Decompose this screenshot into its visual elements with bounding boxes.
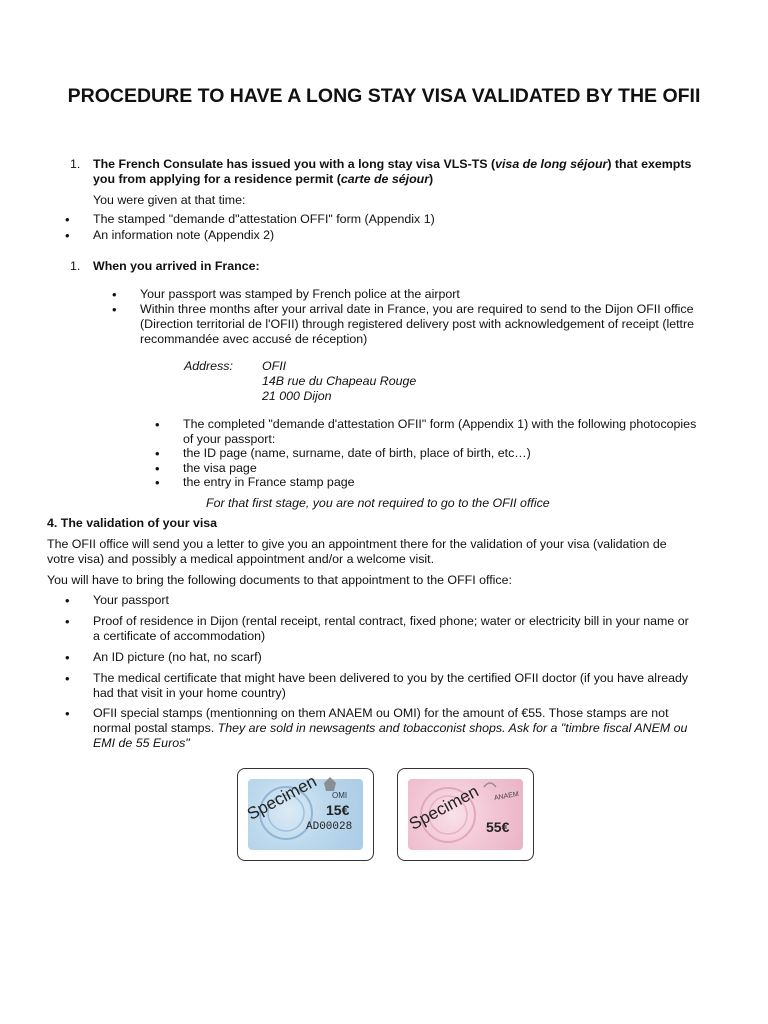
list-item: • The completed "demande d'attestation OFII" form (Appendix 1) with the following photocopies of your passport: <box>183 417 743 447</box>
section4-paragraph: The OFII office will send you a letter to give you an appointment there for the validation of your visa (validation de votre visa) and possibly a medical appointment and/or a welcome visit. <box>47 537 667 566</box>
section4-intro: You will have to bring the following documents to that appointment to the OFFI office: <box>47 573 512 587</box>
list-item: • Proof of residence in Dijon (rental receipt, rental contract, fixed phone; water or electricity bill in your name or a certificate of accommodation) <box>93 614 733 644</box>
list-item: • the visa page <box>183 461 257 476</box>
given-text: You were given at that time: <box>93 193 246 207</box>
specimen-label: Specimen <box>406 781 482 834</box>
address-label: Address: <box>184 359 233 373</box>
list-item: • OFII special stamps (mentionning on them ANAEM ou OMI) for the amount of €55. Those stamps are not normal postal stamps. They are sold in newsagents and tobacconist shops. Ask for a "timbre fiscal ANEM ou EMI de 55 Euros" <box>93 706 733 751</box>
stamp-serial: AD00028 <box>306 821 353 833</box>
list-item: • the ID page (name, surname, date of birth, place of birth, etc…) <box>183 446 531 461</box>
list-item: • the entry in France stamp page <box>183 475 355 490</box>
section2-heading: When you arrived in France: <box>93 259 260 273</box>
list-item: • Your passport <box>93 593 169 608</box>
list-item: • An ID picture (no hat, no scarf) <box>93 650 262 665</box>
list-item: • The medical certificate that might have been delivered to you by the certified OFII doctor (if you have already had that visit in your home country) <box>93 671 733 701</box>
page-title: PROCEDURE TO HAVE A LONG STAY VISA VALIDATED BY THE OFII <box>67 85 701 107</box>
section1-number: 1. <box>70 157 81 171</box>
address-block: OFII 14B rue du Chapeau Rouge 21 000 Dijon <box>262 359 417 403</box>
section2-number: 1. <box>70 259 81 273</box>
section4-heading: 4. The validation of your visa <box>47 516 218 530</box>
stamp-value: 15€ <box>326 802 350 818</box>
list-item: • Your passport was stamped by French police at the airport <box>140 287 460 302</box>
note-text: For that first stage, you are not required to go to the OFII office <box>206 496 550 510</box>
stamp-value: 55€ <box>486 819 510 835</box>
specimen-label: Specimen <box>244 771 320 824</box>
anaem-stamp-55 <box>397 768 534 861</box>
stamp-agency: OMI <box>332 791 348 800</box>
section1-heading: The French Consulate has issued you with a long stay visa VLS-TS (visa de long séjour) that exempts you from applying for a residence permit (carte de séjour) <box>93 157 692 186</box>
ofii-stamp-15 <box>237 768 374 861</box>
list-item: • An information note (Appendix 2) <box>93 228 274 243</box>
list-item: • The stamped "demande d"attestation OFFI" form (Appendix 1) <box>93 212 435 227</box>
list-item: • Within three months after your arrival date in France, you are required to send to the Dijon OFII office (Direction territorial de l'OFII) through registered delivery post with acknowledgement of receipt (lettre recommandée avec accusé de réception) <box>140 302 740 347</box>
stamp-agency: ANAEM <box>493 790 520 803</box>
